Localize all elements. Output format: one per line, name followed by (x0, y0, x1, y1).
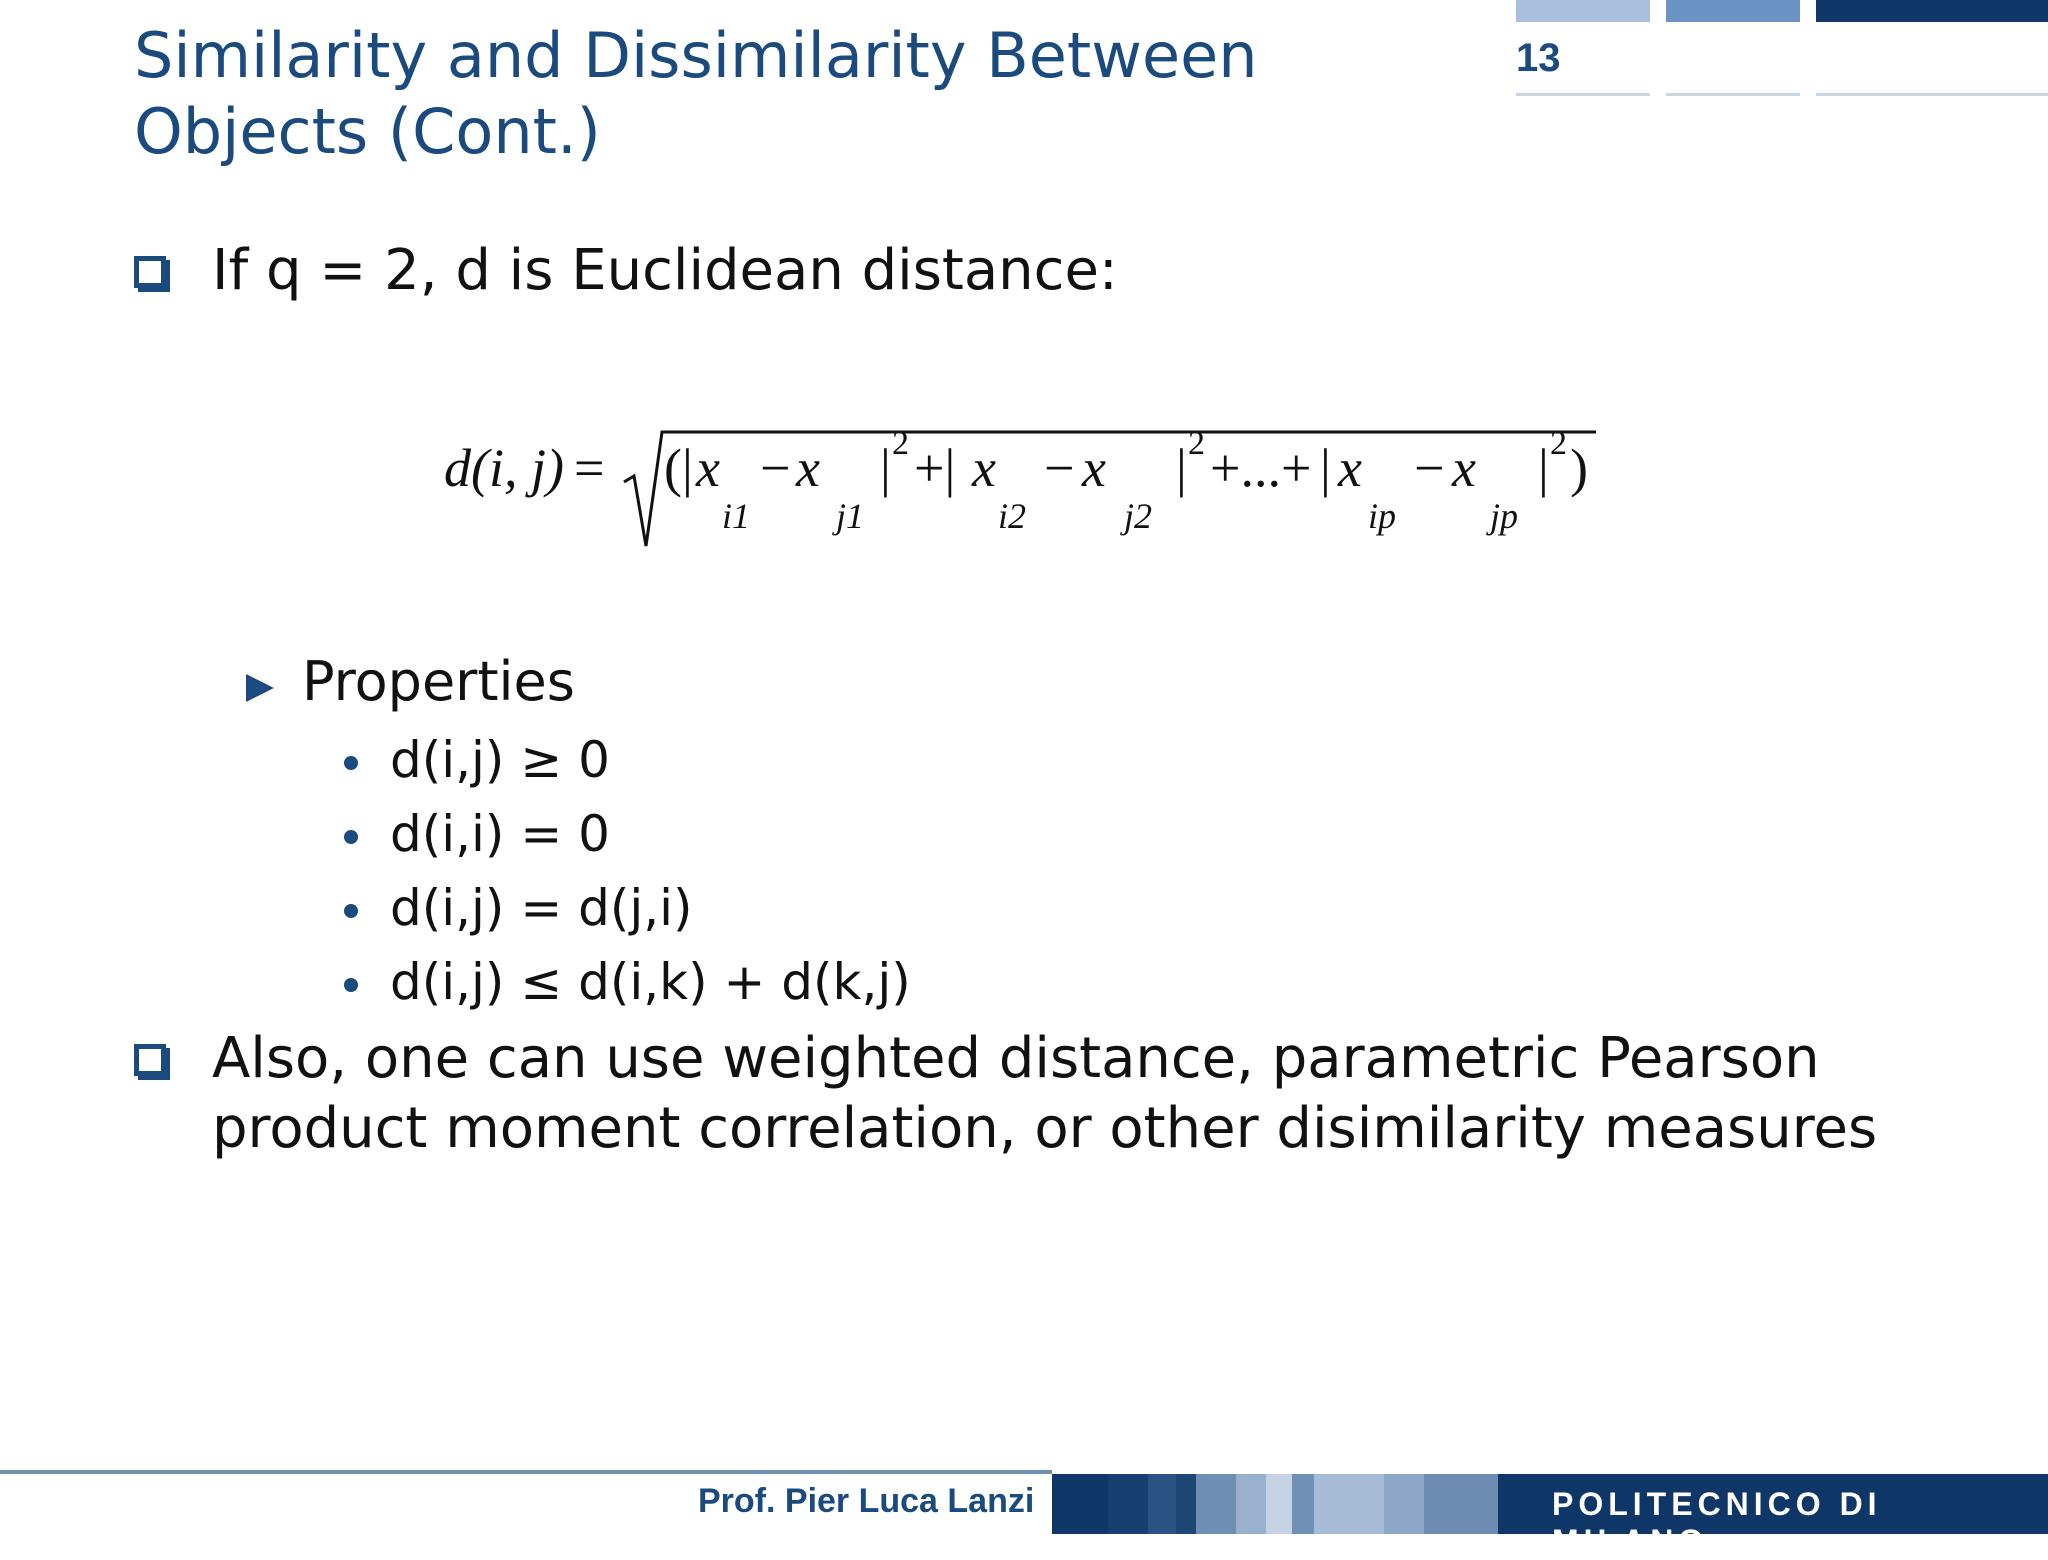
term3-a-sub: ip (1368, 496, 1397, 536)
term3-bar: | (1538, 438, 1549, 498)
dot-bullet-icon (344, 978, 358, 992)
header-decoration (1516, 0, 2048, 22)
footer-rule (0, 1470, 1052, 1474)
bar-3: | (1320, 438, 1331, 498)
term2-minus: − (1044, 438, 1075, 498)
bullet-text: If q = 2, d is Euclidean distance: (212, 238, 1118, 303)
formula-close-paren: ) (1570, 438, 1588, 498)
triangle-bullet-icon (246, 674, 274, 702)
footer-gradient-stripes (1052, 1474, 1498, 1534)
footer-author: Prof. Pier Luca Lanzi (698, 1482, 1035, 1520)
term1-a-sub: i1 (722, 496, 751, 536)
term2-a-sub: i2 (998, 496, 1027, 536)
term2-exp: 2 (1188, 425, 1205, 462)
term2-b-sub: j2 (1124, 496, 1153, 536)
term1-exp: 2 (892, 425, 909, 462)
properties-heading-text: Properties (302, 650, 575, 713)
term1-b: x (796, 438, 820, 498)
header-bar-light (1516, 0, 1650, 22)
term3-a: x (1338, 438, 1362, 498)
footer-institution-banner (1498, 1474, 2048, 1559)
term3-b-sub: jp (1490, 496, 1519, 536)
slide-number: 13 (1516, 36, 1561, 80)
term2-bar: | (1176, 438, 1187, 498)
slide-title: Similarity and Dissimilarity Between Objects (Cont.) (134, 19, 1258, 168)
formula-open-paren: (| (664, 438, 693, 498)
footer-institution: POLITECNICO DI MILANO (1552, 1486, 1882, 1559)
header-rule-2 (1666, 93, 1800, 96)
formula-lhs: d(i, j) (444, 438, 564, 498)
ellipsis: +...+ (1210, 438, 1312, 498)
term1-a: x (696, 438, 720, 498)
bullet-text-line2: product moment correlation, or other disimilarity measures (212, 1096, 1878, 1161)
euclidean-formula (440, 418, 1600, 558)
square-bullet-icon (134, 256, 166, 288)
property-text: d(i,j) ≤ d(i,k) + d(k,j) (390, 953, 911, 1011)
formula-equals: = (574, 438, 605, 498)
term1-minus: − (760, 438, 791, 498)
dot-bullet-icon (344, 756, 358, 770)
property-text: d(i,j) = d(j,i) (390, 879, 693, 937)
term3-exp: 2 (1550, 425, 1567, 462)
header-bar-mid (1666, 0, 1800, 22)
plus-1: +| (914, 438, 956, 498)
property-text: d(i,i) = 0 (390, 805, 610, 863)
dot-bullet-icon (344, 830, 358, 844)
term3-minus: − (1414, 438, 1445, 498)
header-rule-3 (1816, 93, 2048, 96)
property-text: d(i,j) ≥ 0 (390, 731, 610, 789)
term2-a: x (972, 438, 996, 498)
dot-bullet-icon (344, 904, 358, 918)
term3-b: x (1452, 438, 1476, 498)
header-bar-dark (1816, 0, 2048, 22)
header-rule-1 (1516, 93, 1650, 96)
bullet-text-line1: Also, one can use weighted distance, parametric Pearson (212, 1026, 1820, 1091)
term1-bar: | (880, 438, 891, 498)
term2-b: x (1082, 438, 1106, 498)
square-bullet-icon (134, 1044, 166, 1076)
term1-b-sub: j1 (836, 496, 865, 536)
